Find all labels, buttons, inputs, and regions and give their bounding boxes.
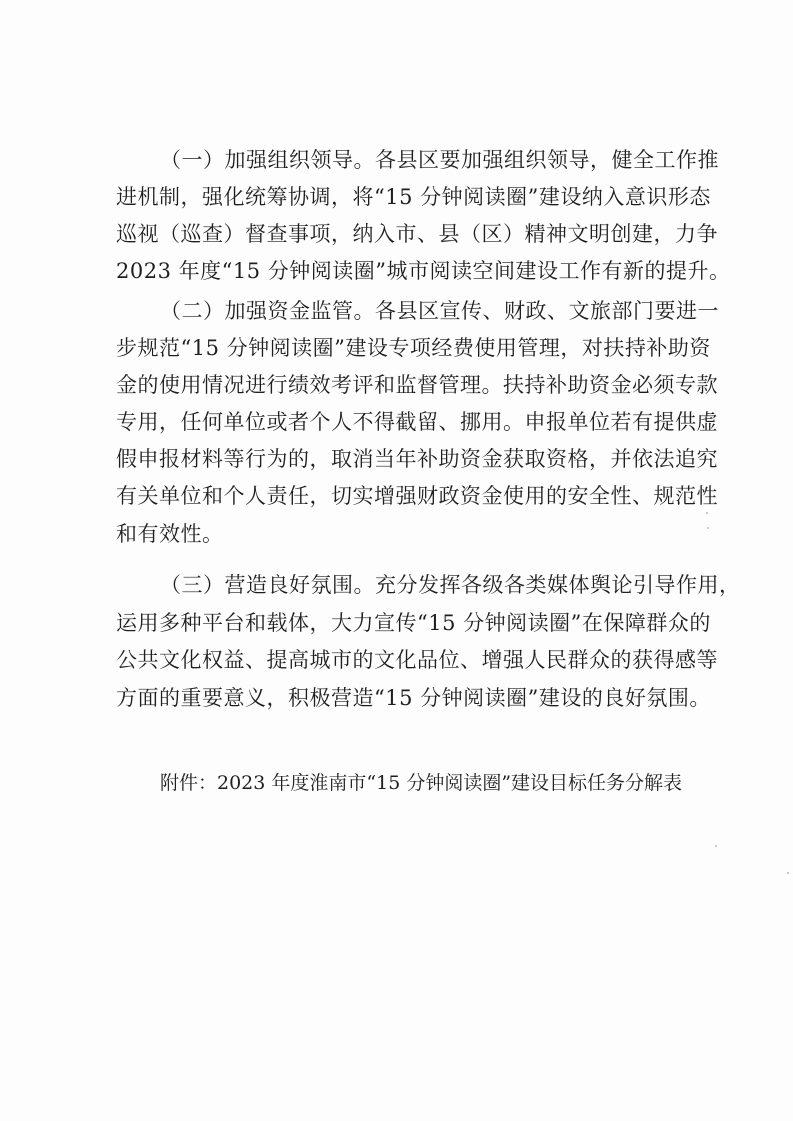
scan-speck <box>715 845 717 847</box>
paragraph-3-line-1: （三）营造良好氛围。充分发挥各级各类媒体舆论引导作用， <box>160 573 741 597</box>
paragraph-2-line-2: 步规范“15 分钟阅读圈”建设专项经费使用管理，对扶持补助资 <box>116 336 711 360</box>
paragraph-2-line-3: 金的使用情况进行绩效考评和监督管理。扶持补助资金必须专款 <box>116 373 718 397</box>
paragraph-3-line-4: 方面的重要意义，积极营造“15 分钟阅读圈”建设的良好氛围。 <box>116 686 711 710</box>
paragraph-3-line-3: 公共文化权益、提高城市的文化品位、增强人民群众的获得感等 <box>116 648 718 672</box>
paragraph-2-line-6: 有关单位和个人责任，切实增强财政资金使用的安全性、规范性 <box>116 484 718 508</box>
paragraph-2-line-1: （二）加强资金监管。各县区宣传、财政、文旅部门要进一 <box>160 299 719 323</box>
paragraph-3-line-2: 运用多种平台和载体，大力宣传“15 分钟阅读圈”在保障群众的 <box>116 611 711 635</box>
paragraph-2-line-7: 和有效性。 <box>116 522 224 546</box>
paragraph-1-line-4: 2023 年度“15 分钟阅读圈”城市阅读空间建设工作有新的提升。 <box>116 259 731 283</box>
paragraph-2-line-4: 专用，任何单位或者个人不得截留、挪用。申报单位若有提供虚 <box>116 410 718 434</box>
attachment-note: 附件：2023 年度淮南市“15 分钟阅读圈”建设目标任务分解表 <box>160 772 683 794</box>
scan-speck <box>787 872 789 874</box>
paragraph-1-line-3: 巡视（巡查）督查事项，纳入市、县（区）精神文明创建，力争 <box>116 222 718 246</box>
scan-speck <box>706 512 708 514</box>
paragraph-2-line-5: 假申报材料等行为的，取消当年补助资金获取资格，并依法追究 <box>116 447 718 471</box>
paragraph-1-line-2: 进机制，强化统筹协调，将“15 分钟阅读圈”建设纳入意识形态 <box>116 185 711 209</box>
paragraph-1-line-1: （一）加强组织领导。各县区要加强组织领导，健全工作推 <box>160 148 719 172</box>
scan-speck <box>707 527 709 529</box>
